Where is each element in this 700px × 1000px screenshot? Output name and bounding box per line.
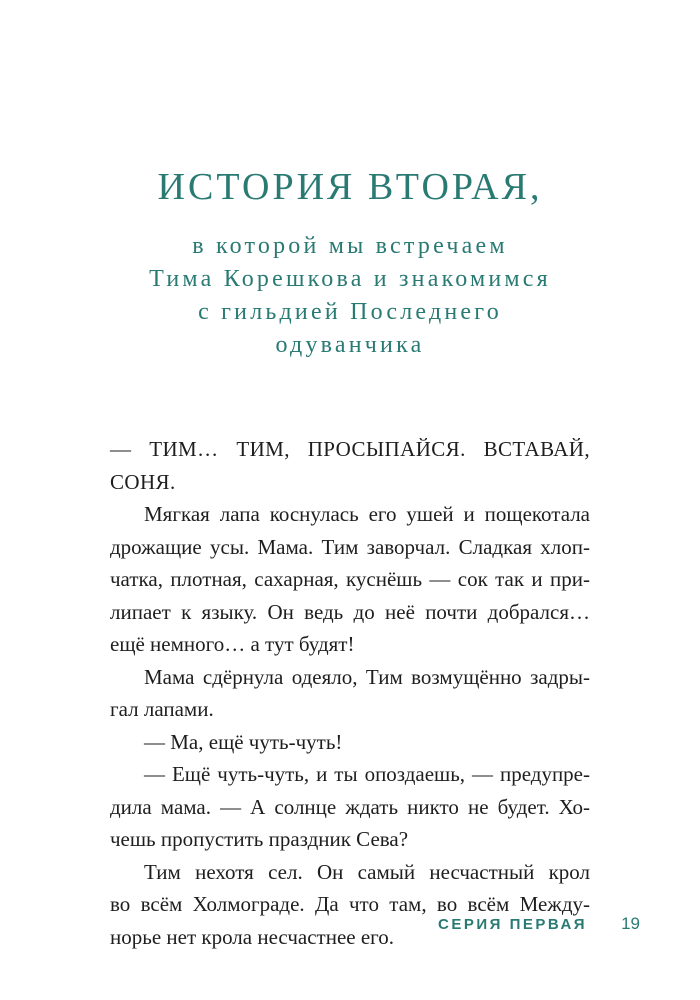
- series-label: СЕРИЯ ПЕРВАЯ: [438, 916, 588, 933]
- text-line: Мама сдёрнула одеяло, Тим возмущённо задры-: [144, 664, 590, 689]
- subtitle-line: Тима Корешкова и знакомимся: [149, 266, 551, 292]
- page-footer: [438, 914, 640, 934]
- text-line: чешь пропустить праздник Сева?: [110, 827, 409, 851]
- subtitle-line: в которой мы встречаем: [192, 233, 508, 259]
- chapter-subtitle: [0, 230, 700, 362]
- subtitle-line: одуванчика: [275, 332, 425, 358]
- text-line: липает к языку. Он ведь до неё почти добрался…: [110, 599, 590, 624]
- text-line: Тим нехотя сел. Он самый несчастный крол: [144, 859, 590, 884]
- text-line: дила мама. — А солнце ждать никто не будет. Хо-: [110, 794, 590, 819]
- text-line: — ТИМ… ТИМ, ПРОСЫПАЙСЯ. ВСТАВАЙ, СОНЯ.: [110, 437, 590, 494]
- chapter-title: ИСТОРИЯ ВТОРАЯ,: [157, 166, 543, 208]
- text-line: гал лапами.: [110, 697, 214, 721]
- text-line: во всём Холмограде. Да что там, во всём Между-: [110, 892, 590, 916]
- subtitle-line: с гильдией Последнего: [198, 299, 502, 325]
- text-line: чатка, плотная, сахарная, куснёшь — сок так и при-: [110, 567, 590, 591]
- text-line: дрожащие усы. Мама. Тим заворчал. Сладкая хлоп-: [110, 534, 590, 559]
- page-number: 19: [621, 914, 640, 933]
- body-text: [110, 433, 590, 953]
- text-line: Мягкая лапа коснулась его ушей и пощекотала: [144, 502, 590, 526]
- text-line: норье нет крола несчастнее его.: [110, 924, 395, 949]
- text-line: — Ещё чуть-чуть, и ты опоздаешь, — предупре-: [144, 762, 590, 786]
- text-line: — Ма, ещё чуть-чуть!: [144, 729, 343, 754]
- text-line: ещё немного… а тут будят!: [110, 632, 355, 656]
